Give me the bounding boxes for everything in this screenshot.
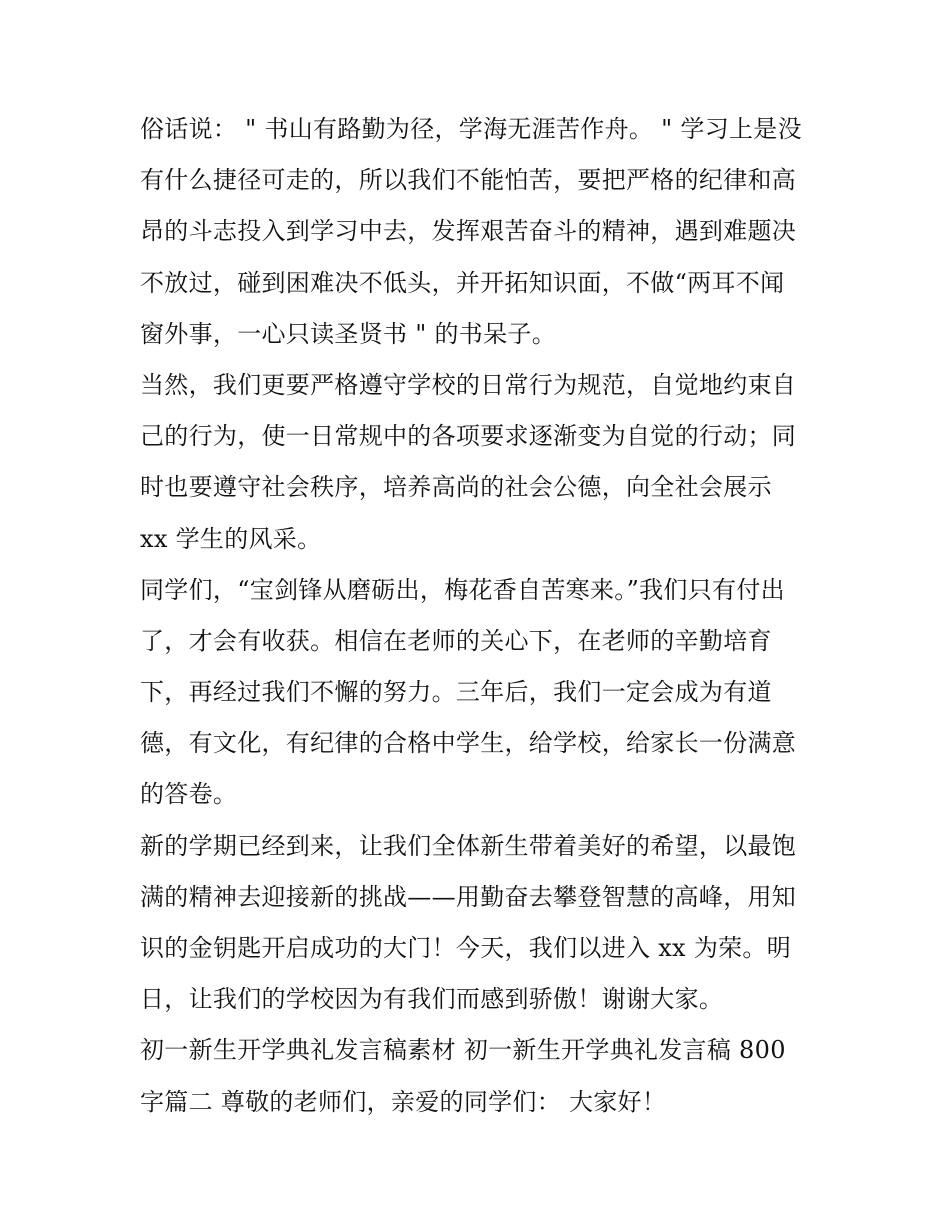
text-line: 不放过，碰到困难决不低头，并开拓知识面，不做“两耳不闻 [140,268,785,297]
text-line: 当然，我们更要严格遵守学校的日常行为规范，自觉地约束自 [140,370,797,399]
text-line: 德，有文化，有纪律的合格中学生，给学校，给家长一份满意 [140,729,797,758]
text-line: 时也要遵守社会秩序，培养高尚的社会公德，向全社会展示 [140,473,772,502]
text-line: 己的行为，使一日常规中的各项要求逐渐变为自觉的行动；同 [140,422,797,451]
text-line: 有什么捷径可走的，所以我们不能怕苦，要把严格的纪律和高 [140,166,797,195]
text-line: 满的精神去迎接新的挑战——用勤奋去攀登智慧的高峰，用知 [140,882,797,911]
body-text [140,104,812,1128]
text-line: 初一新生开学典礼发言稿素材 初一新生开学典礼发言稿 800 [140,1036,786,1065]
text-line: 识的金钥匙开启成功的大门！今天，我们以进入 xx 为荣。明 [140,934,792,962]
text-line: 下，再经过我们不懈的努力。三年后，我们一定会成为有道 [140,678,772,707]
text-line: 昂的斗志投入到学习中去，发挥艰苦奋斗的精神，遇到难题决 [140,217,797,246]
text-line: 日，让我们的学校因为有我们而感到骄傲！谢谢大家。 [140,985,724,1014]
text-line: 新的学期已经到来，让我们全体新生带着美好的希望，以最饱 [140,831,797,860]
text-line: 同学们，“宝剑锋从磨砺出，梅花香自苦寒来。”我们只有付出 [140,575,785,604]
text-line: xx 学生的风采。 [140,524,322,553]
text-line: 窗外事，一心只读圣贤书 " 的书呆子。 [140,319,556,348]
text-line: 的答卷。 [140,780,238,809]
text-line: 字篇二 尊敬的老师们，亲爱的同学们： 大家好！ [140,1087,667,1116]
text-line: 了，才会有收获。相信在老师的关心下，在老师的辛勤培育 [140,626,772,655]
text-line: 俗话说： " 书山有路勤为径，学海无涯苦作舟。 " 学习上是没 [140,115,802,143]
